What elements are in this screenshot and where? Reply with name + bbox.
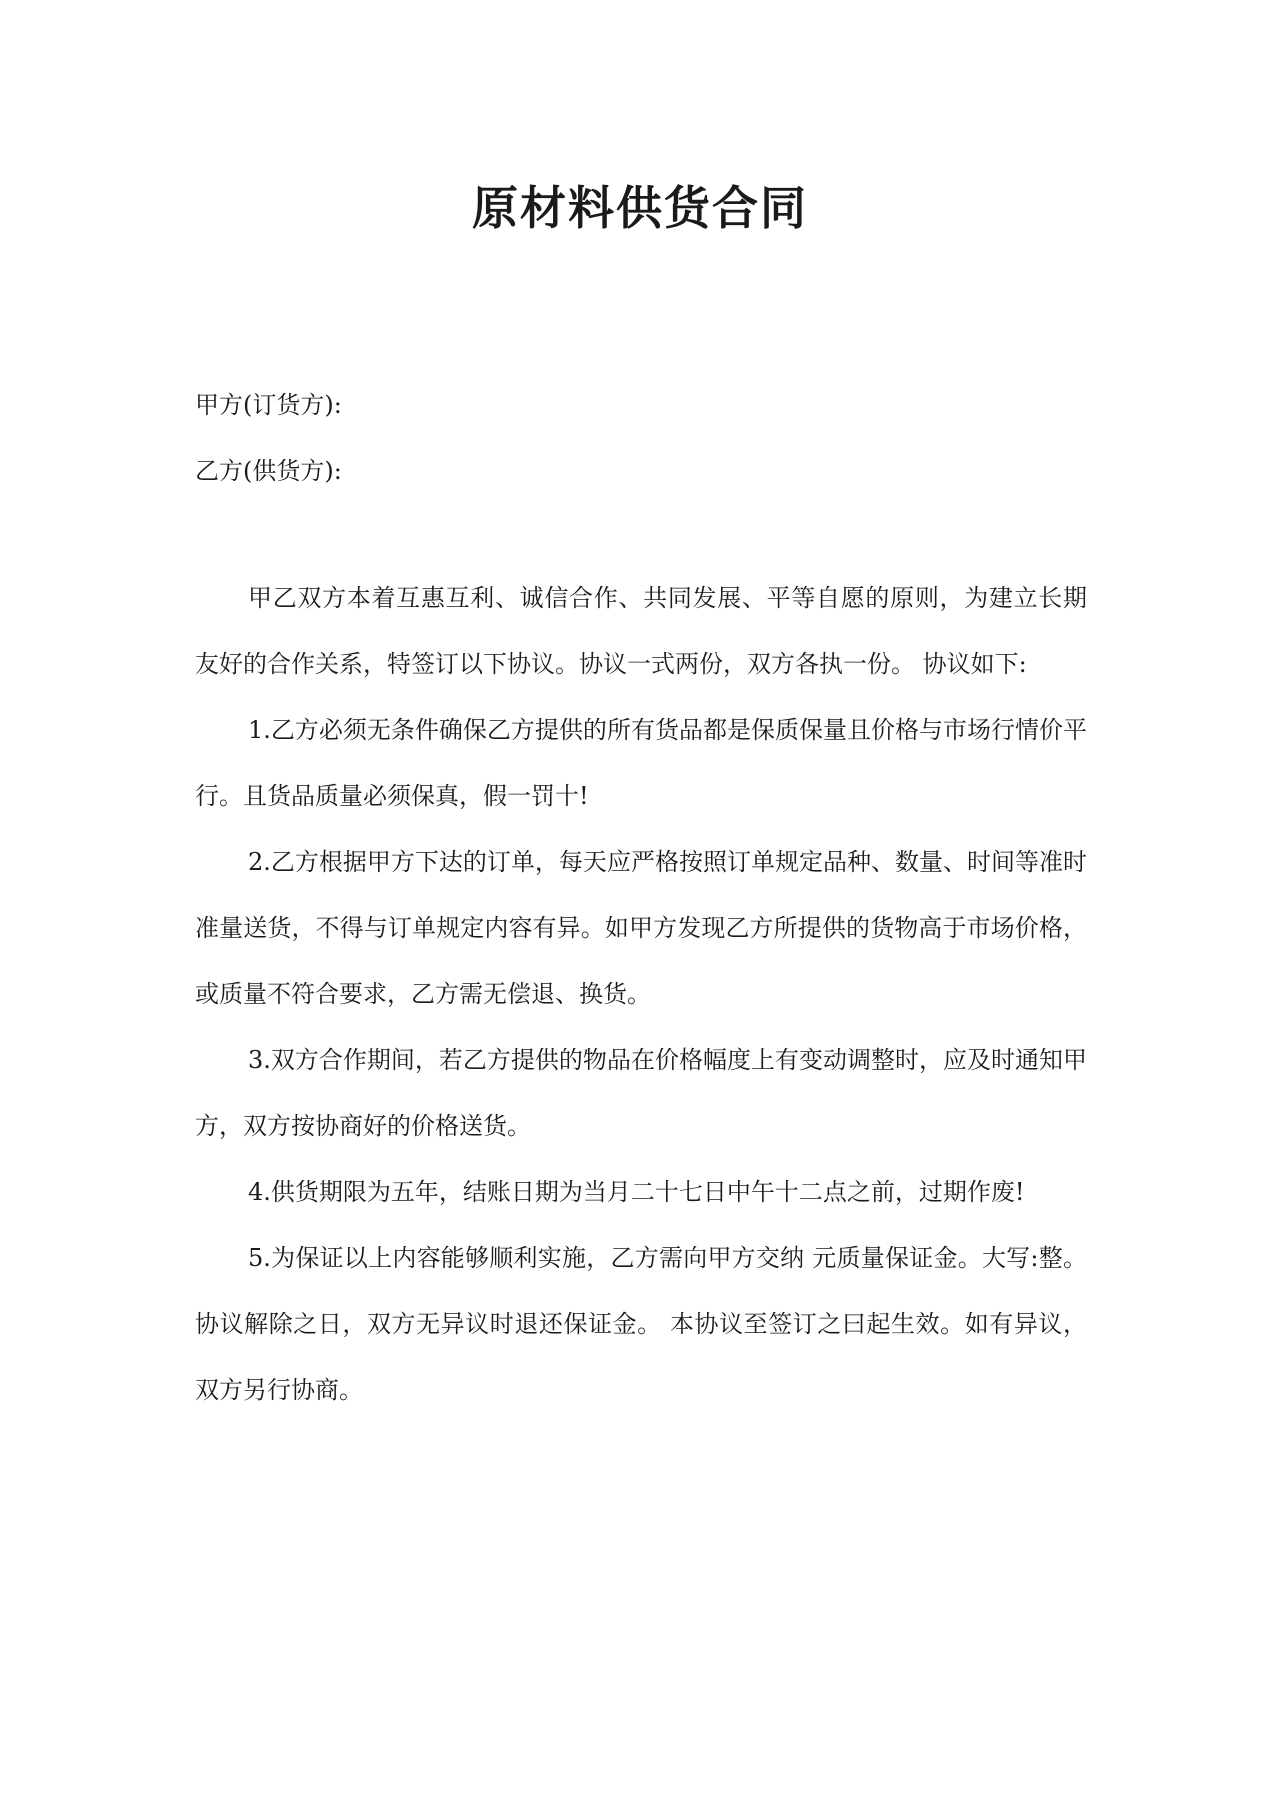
contract-body [195, 565, 1087, 1423]
parties-section [195, 372, 1095, 504]
clause-1: 1.乙方必须无条件确保乙方提供的所有货品都是保质保量且价格与市场行情价平行。且货品质量必须保真，假一罚十! [195, 716, 1087, 810]
party-a-line: 甲方(订货方): [195, 391, 342, 419]
clause-3: 3.双方合作期间，若乙方提供的物品在价格幅度上有变动调整时，应及时通知甲方，双方按协商好的价格送货。 [195, 1046, 1087, 1140]
clause-2: 2.乙方根据甲方下达的订单，每天应严格按照订单规定品种、数量、时间等准时准量送货，不得与订单规定内容有异。如甲方发现乙方所提供的货物高于市场价格，或质量不符合要求，乙方需无偿退、换货。 [195, 848, 1087, 1008]
party-b-line: 乙方(供货方): [195, 457, 342, 485]
clause-4: 4.供货期限为五年，结账日期为当月二十七日中午十二点之前，过期作废! [248, 1178, 1025, 1206]
document-title: 原材料供货合同 [472, 181, 808, 235]
clause-5: 5.为保证以上内容能够顺利实施，乙方需向甲方交纳 元质量保证金。大写:整。协议解除之日，双方无异议时退还保证金。 本协议至签订之曰起生效。如有异议，双方另行协商。 [195, 1244, 1087, 1404]
intro-paragraph: 甲乙双方本着互惠互利、诚信合作、共同发展、平等自愿的原则，为建立长期友好的合作关系，特签订以下协议。协议一式两份，双方各执一份。 协议如下: [195, 584, 1087, 678]
